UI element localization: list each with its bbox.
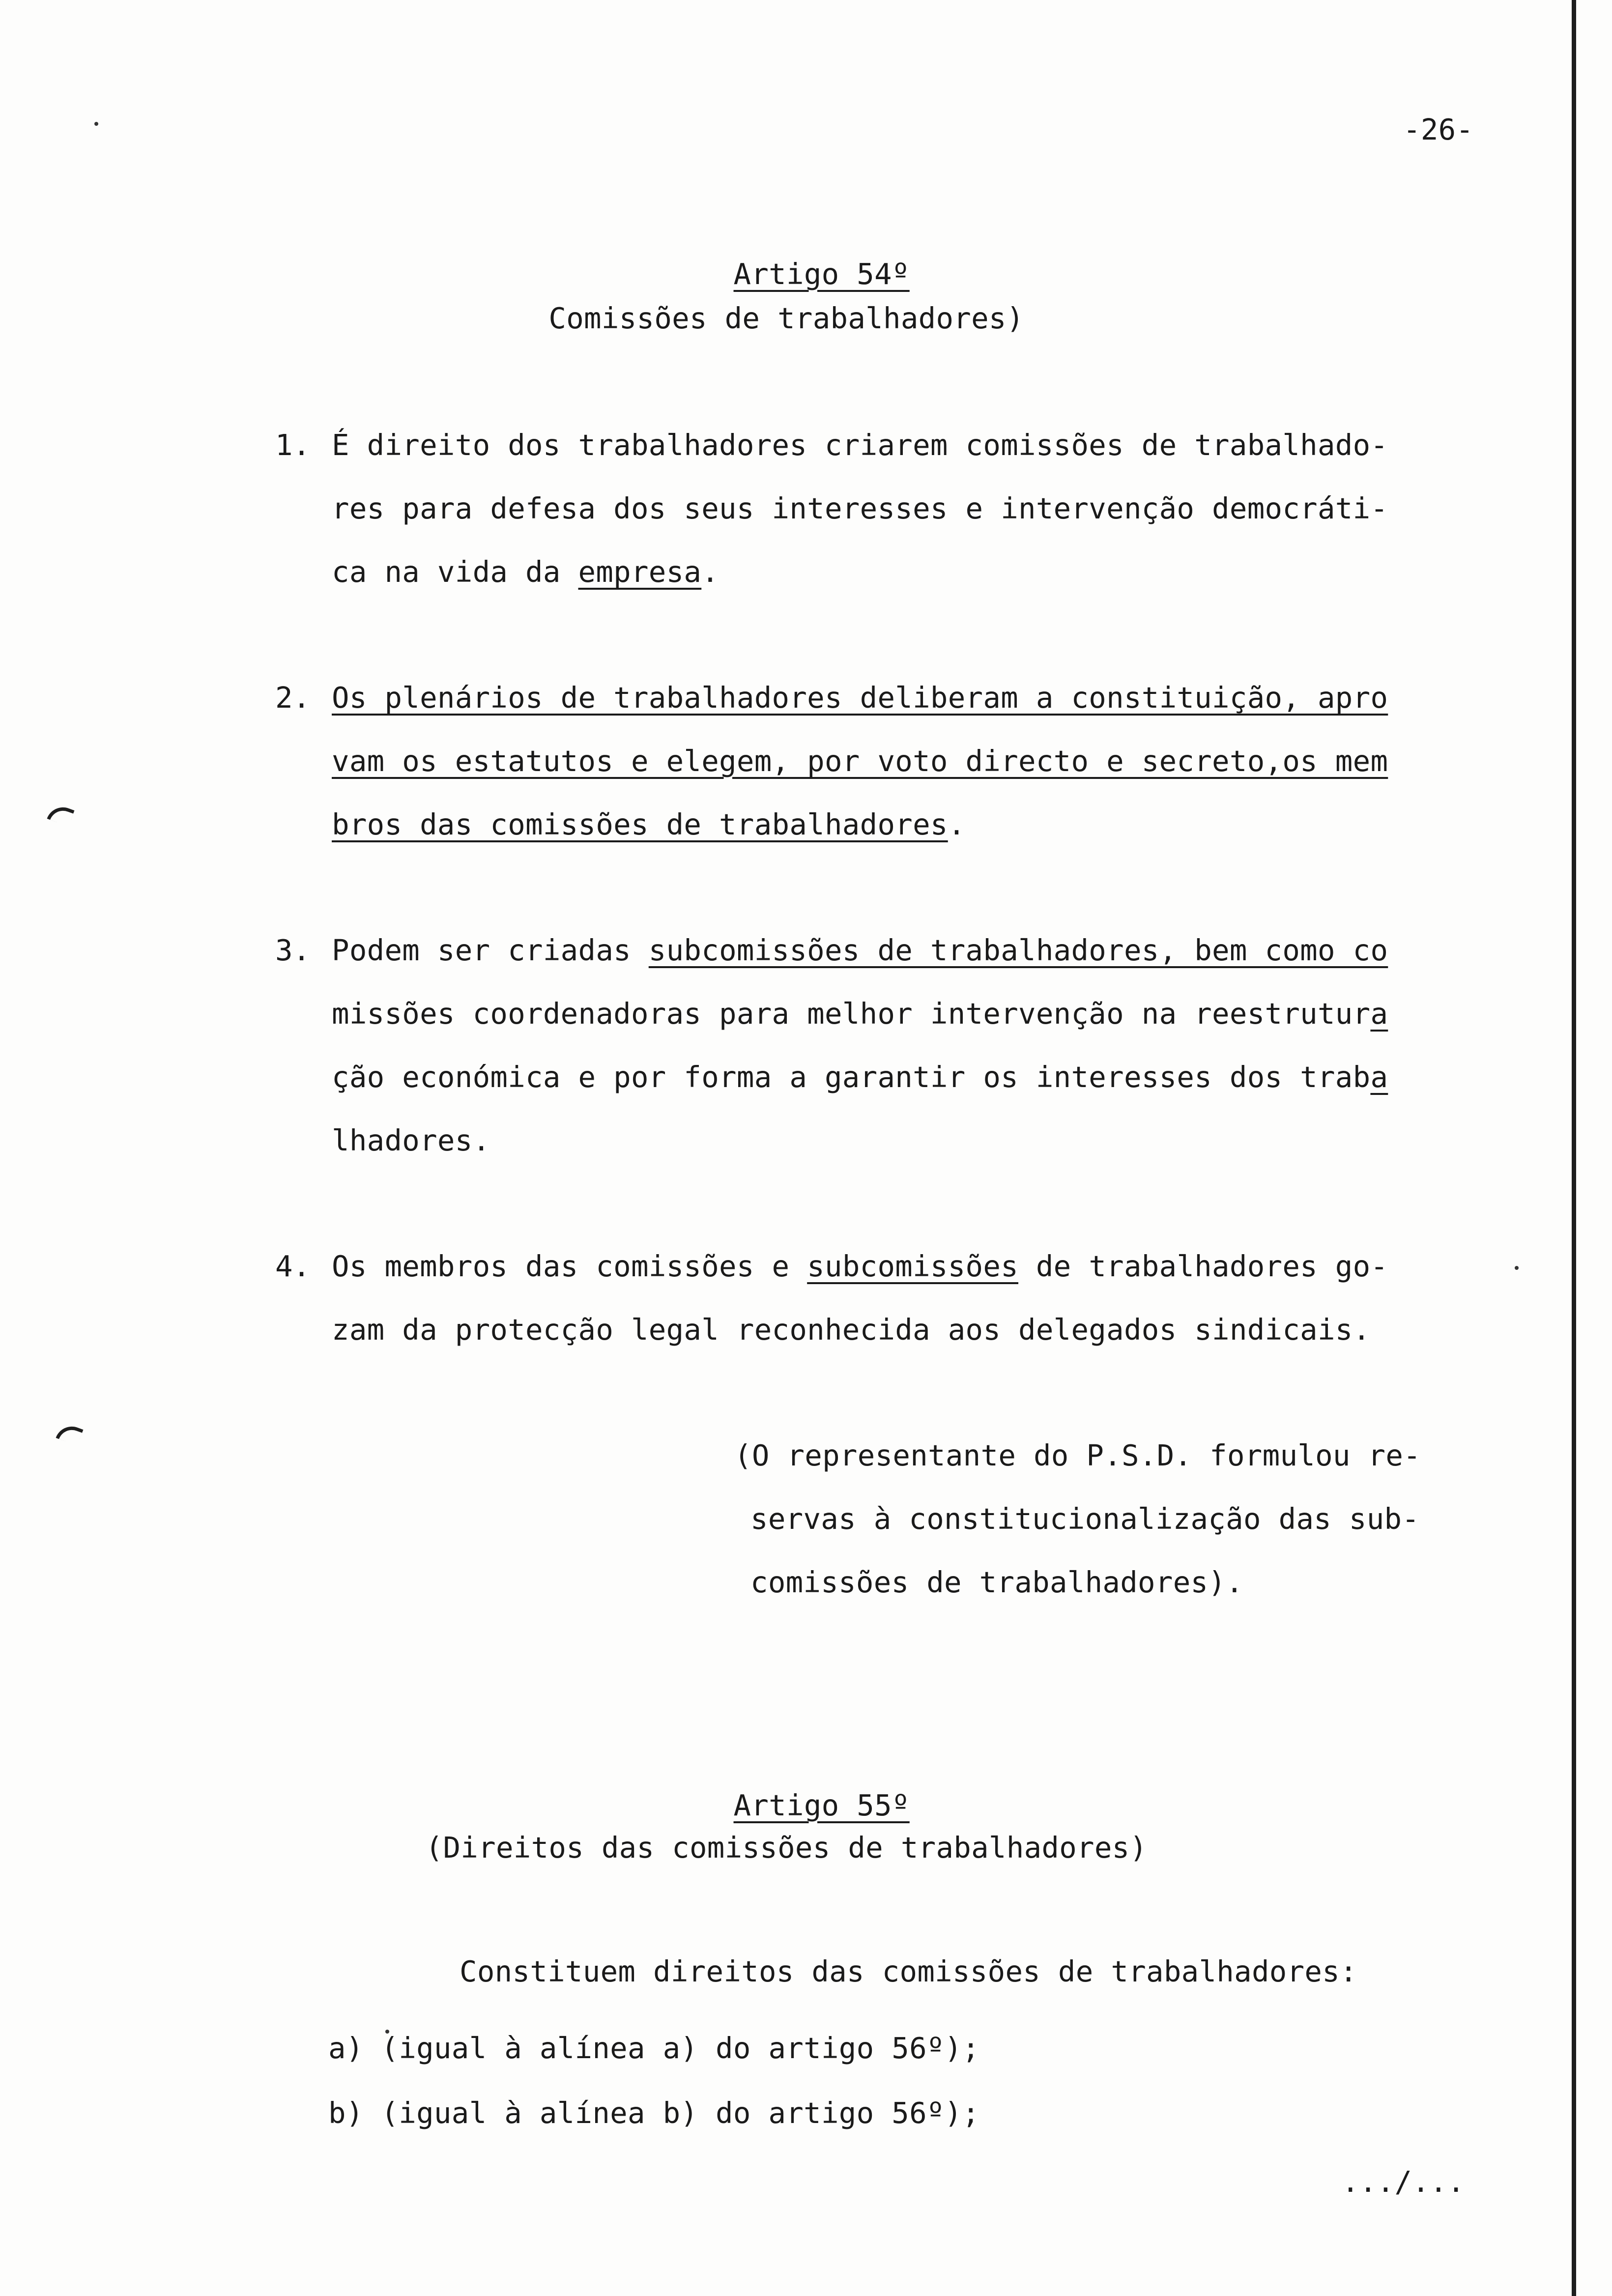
paragraph-number: 1.	[275, 428, 311, 462]
paragraph-4-line-1	[332, 1249, 1388, 1284]
scan-mark	[47, 803, 74, 827]
article-54-heading-text: Artigo 54º	[733, 257, 910, 291]
underlined-text: subcomissões de trabalhadores, bem como co	[648, 933, 1388, 967]
text-run: Os membros das comissões e	[332, 1249, 807, 1283]
underlined-text: a	[1370, 997, 1388, 1031]
article-55-intro: Constituem direitos das comissões de trabalhadores:	[460, 1954, 1357, 1988]
scan-mark	[56, 1422, 83, 1446]
underlined-text: bros das comissões de trabalhadores	[332, 807, 948, 841]
paragraph-1-line-1: É direito dos trabalhadores criarem comissões de trabalhado-	[332, 428, 1388, 462]
underlined-text: subcomissões	[807, 1249, 1019, 1283]
speck	[1515, 1266, 1519, 1270]
paragraph-1-line-2: res para defesa dos seus interesses e intervenção democráti-	[332, 491, 1388, 525]
paragraph-2-line-2: vam os estatutos e elegem, por voto directo e secreto,os mem	[332, 744, 1388, 778]
paragraph-number: 2.	[275, 681, 311, 715]
list-item-a: a) (igual à alínea a) do artigo 56º);	[328, 2031, 980, 2065]
page-edge-border	[1572, 0, 1576, 2296]
page-number: -26-	[1403, 113, 1474, 146]
article-55-heading-text: Artigo 55º	[733, 1788, 910, 1822]
article-54-subtitle: Comissões de trabalhadores)	[548, 301, 1024, 335]
paragraph-3-line-2	[332, 996, 1388, 1032]
underlined-text: empresa	[578, 555, 702, 589]
text-run: missões coordenadoras para melhor intervenção na reestrutur	[332, 997, 1371, 1031]
paragraph-2-line-3	[332, 807, 966, 842]
paragraph-2-line-1: Os plenários de trabalhadores deliberam a constituição, apro	[332, 681, 1388, 715]
note-line-2: servas à constitucionalização das sub-	[750, 1502, 1420, 1536]
underlined-text: a	[1370, 1060, 1388, 1094]
text-run: de trabalhadores go-	[1018, 1249, 1388, 1283]
paragraph-3-line-3	[332, 1060, 1388, 1095]
paragraph-1-line-3	[332, 554, 719, 590]
note-line-1: (O representante do P.S.D. formulou re-	[734, 1438, 1421, 1472]
text-run: ção económica e por forma a garantir os interesses dos trab	[332, 1060, 1371, 1094]
paragraph-number: 3.	[275, 933, 311, 967]
paragraph-number: 4.	[275, 1249, 311, 1283]
text-run: ca na vida da	[332, 555, 578, 589]
list-item-b: b) (igual à alínea b) do artigo 56º);	[328, 2096, 980, 2130]
paragraph-4-line-2: zam da protecção legal reconhecida aos delegados sindicais.	[332, 1313, 1371, 1347]
paragraph-3-line-1	[332, 933, 1388, 968]
text-run: .	[701, 555, 720, 589]
paragraph-3-line-4: lhadores.	[332, 1123, 490, 1157]
note-line-3: comissões de trabalhadores).	[750, 1565, 1243, 1599]
continuation-mark: .../...	[1342, 2165, 1465, 2199]
text-run: Podem ser criadas	[332, 933, 649, 967]
speck	[94, 122, 98, 126]
text-run: .	[948, 807, 966, 841]
article-55-subtitle: (Direitos das comissões de trabalhadores)	[425, 1831, 1148, 1865]
